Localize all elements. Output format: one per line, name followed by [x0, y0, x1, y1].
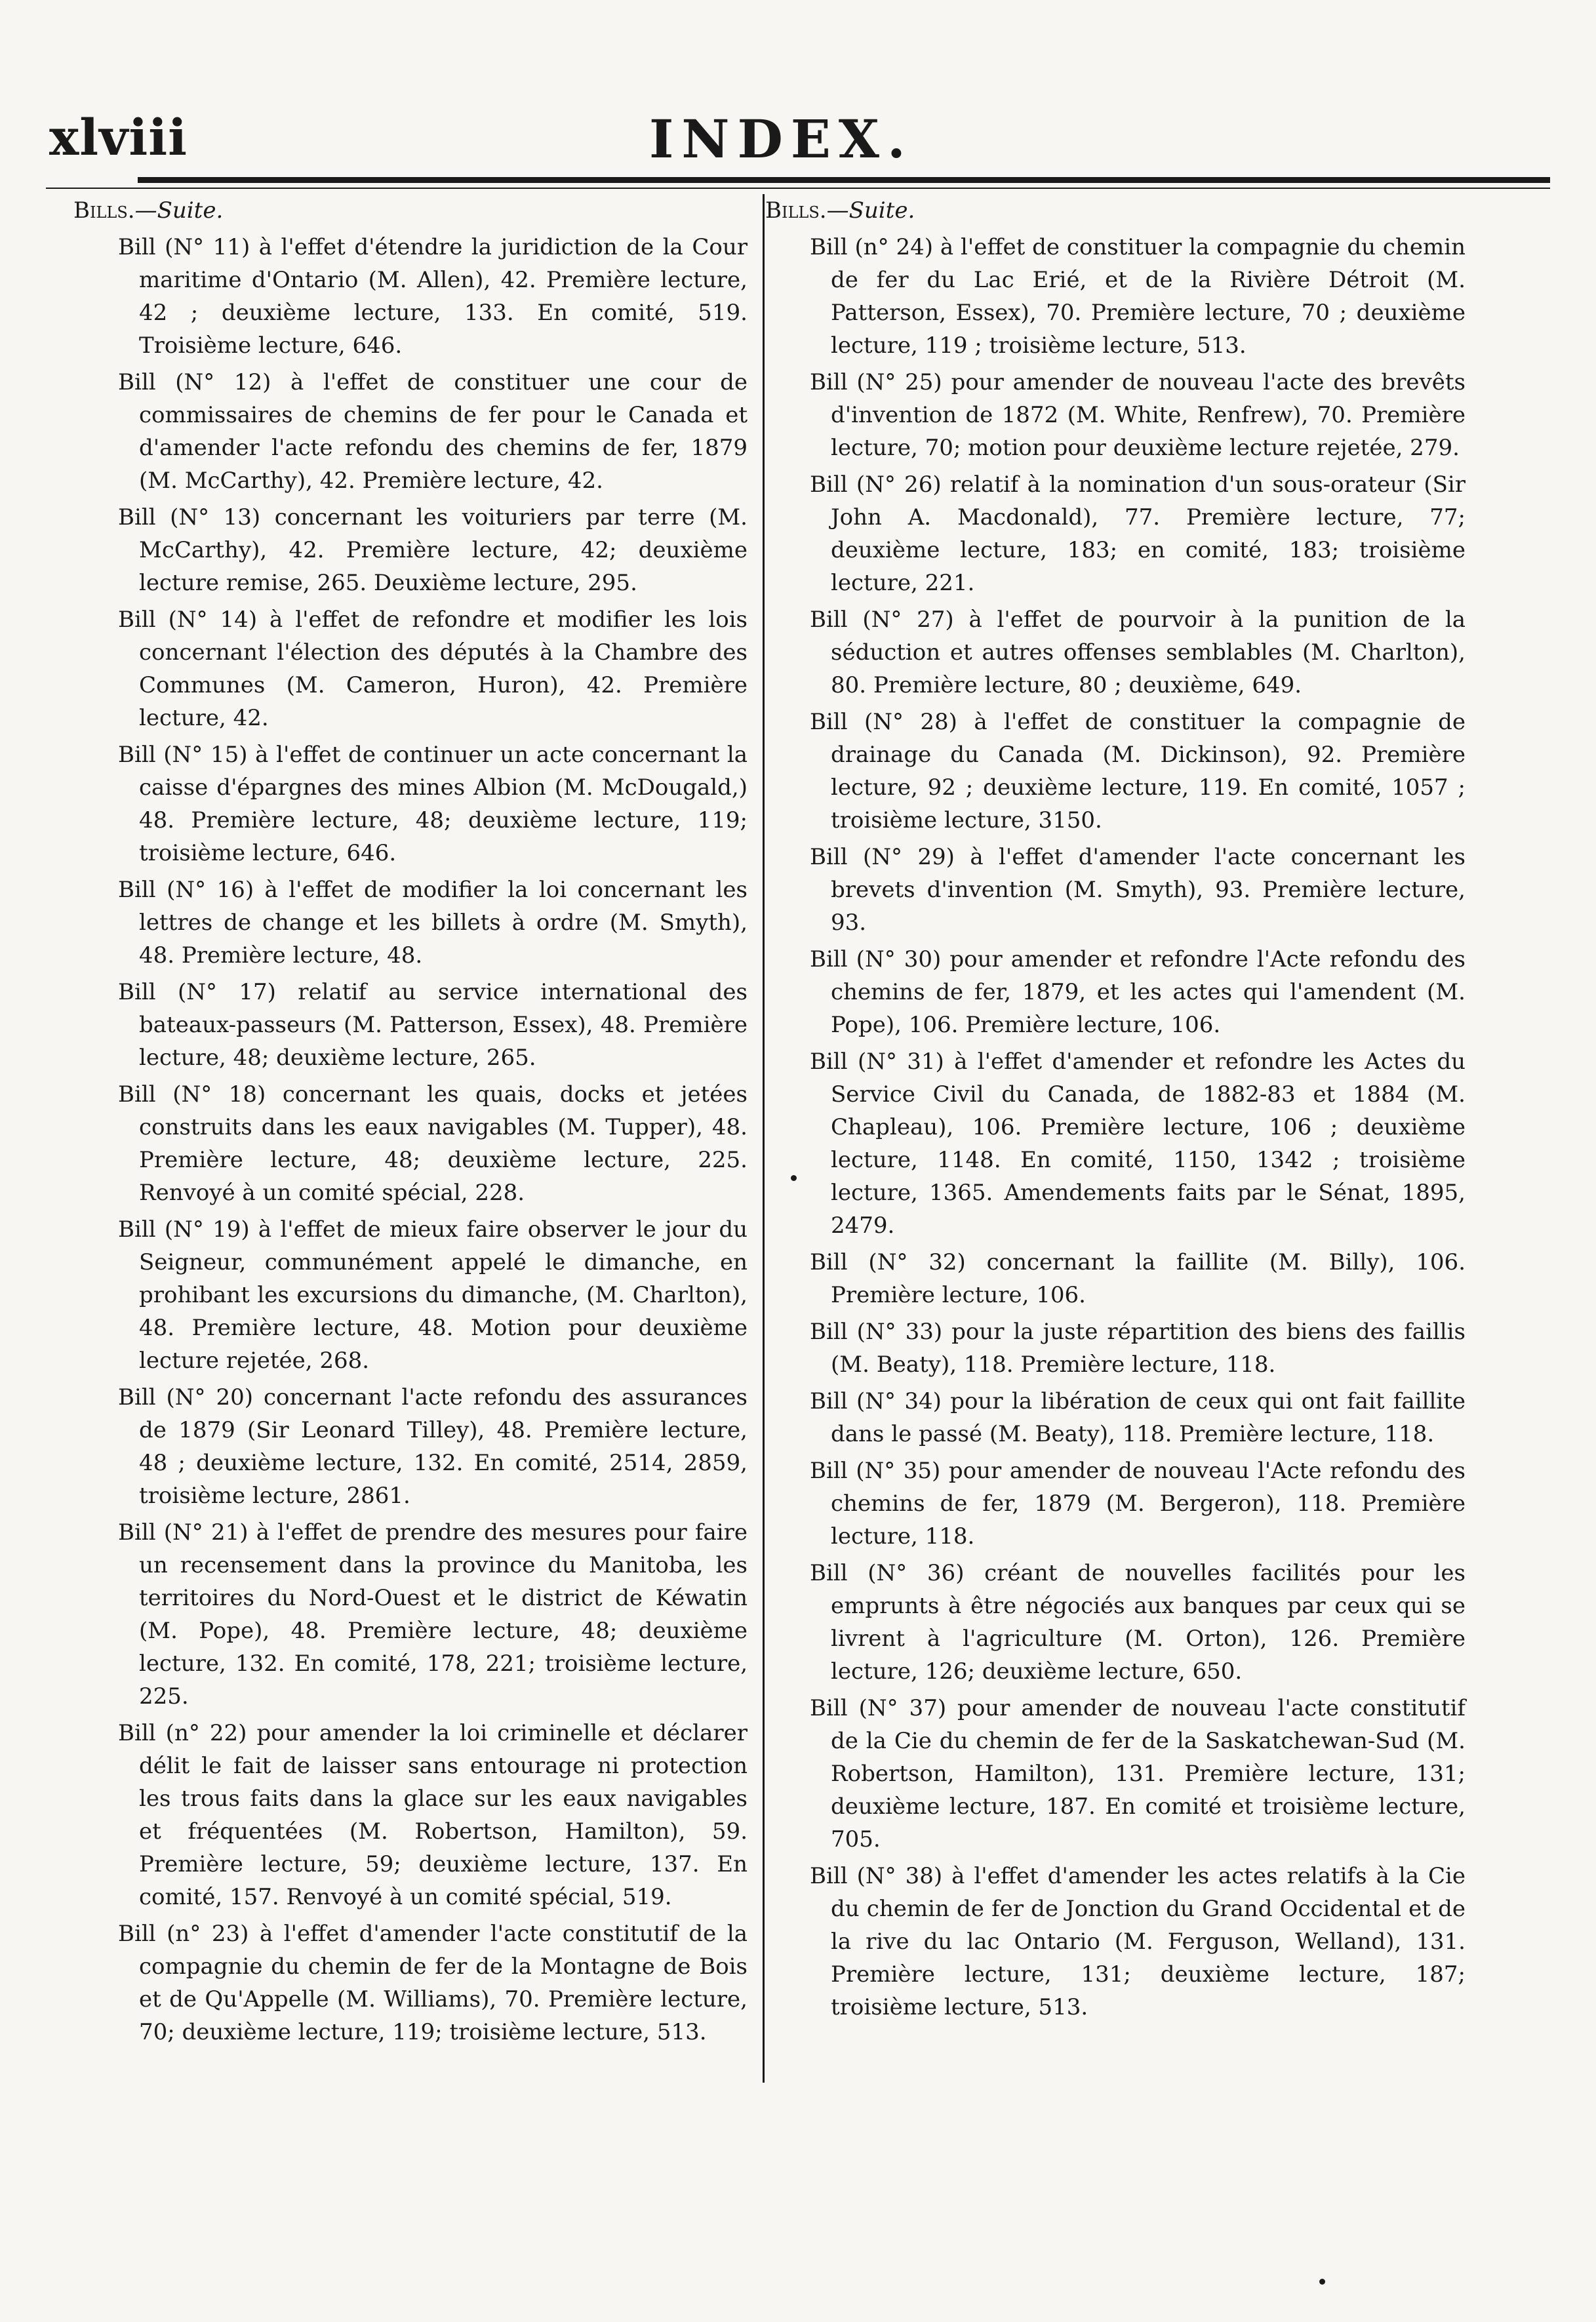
index-entry: Bill (N° 17) relatif au service international des bateaux-passeurs (M. Patterson, Essex), 48. Première lecture, 48; deuxième lecture, 265. — [118, 979, 748, 1071]
index-entry: Bill (n° 24) à l'effet de constituer la compagnie du chemin de fer du Lac Erié, et de la Rivière Détroit (M. Patterson, Essex), 70. Première lecture, 70 ; deuxième lecture, 119 ; troisième lecture, 513. — [810, 234, 1466, 359]
index-entry: Bill (N° 29) à l'effet d'amender l'acte concernant les brevets d'invention (M. Smyth), 93. Première lecture, 93. — [810, 844, 1466, 936]
index-entry: Bill (N° 20) concernant l'acte refondu des assurances de 1879 (Sir Leonard Tilley), 48. Première lecture, 48 ; deuxième lecture, 132. En comité, 2514, 2859, troisième lecture, 2861. — [118, 1384, 748, 1509]
index-entry: Bill (N° 38) à l'effet d'amender les actes relatifs à la Cie du chemin de fer de Jonction du Grand Occidental et de la rive du lac Ontario (M. Ferguson, Welland), 131. Première lecture, 131; deuxième lecture, 187; troisième lecture, 513. — [810, 1863, 1466, 2020]
header-rule-thin — [46, 188, 1550, 189]
section-head — [765, 194, 1466, 227]
index-entry: Bill (N° 26) relatif à la nomination d'un sous-orateur (Sir John A. Macdonald), 77. Première lecture, 77; deuxième lecture, 183; en comité, 183; troisième lecture, 221. — [810, 471, 1466, 596]
index-entry: Bill (N° 32) concernant la faillite (M. Billy), 106. Première lecture, 106. — [810, 1249, 1466, 1308]
index-entry: Bill (N° 28) à l'effet de constituer la compagnie de drainage du Canada (M. Dickinson), 92. Première lecture, 92 ; deuxième lecture, 119. En comité, 1057 ; troisième lecture, 3150. — [810, 709, 1466, 833]
index-entry: Bill (N° 30) pour amender et refondre l'Acte refondu des chemins de fer, 1879, et les actes qui l'amendent (M. Pope), 106. Première lecture, 106. — [810, 946, 1466, 1038]
index-entry: Bill (n° 22) pour amender la loi criminelle et déclarer délit le fait de laisser sans entourage ni protection les trous faits dans la glace sur les eaux navigables et fréquentées (M. Robertson, Hamilton), 59. Première lecture, 59; deuxième lecture, 137. En comité, 157. Renvoyé à un comité spécial, 519. — [118, 1720, 748, 1910]
index-entry: Bill (N° 15) à l'effet de continuer un acte concernant la caisse d'épargnes des mines Albion (M. McDougald,) 48. Première lecture, 48; deuxième lecture, 119; troisième lecture, 646. — [118, 742, 748, 866]
section-head-label: Bills. — [73, 197, 135, 224]
index-entry: Bill (N° 13) concernant les voituriers par terre (M. McCarthy), 42. Première lecture, 42; deuxième lecture remise, 265. Deuxième lecture, 295. — [118, 504, 748, 596]
index-entry: Bill (N° 16) à l'effet de modifier la loi concernant les lettres de change et les billets à ordre (M. Smyth), 48. Première lecture, 48. — [118, 877, 748, 969]
left-column — [73, 194, 748, 2052]
index-entry: Bill (N° 27) à l'effet de pourvoir à la punition de la séduction et autres offenses semblables (M. Charlton), 80. Première lecture, 80 ; deuxième, 649. — [810, 607, 1466, 698]
index-entry: Bill (N° 21) à l'effet de prendre des mesures pour faire un recensement dans la province du Manitoba, les territoires du Nord-Ouest et le district de Kéwatin (M. Pope), 48. Première lecture, 48; deuxième lecture, 132. En comité, 178, 221; troisième lecture, 225. — [118, 1519, 748, 1710]
index-entry: Bill (N° 12) à l'effet de constituer une cour de commissaires de chemins de fer pour le Canada et d'amender l'acte refondu des chemins de fer, 1879 (M. McCarthy), 42. Première lecture, 42. — [118, 369, 748, 494]
section-head-suffix: —Suite. — [134, 197, 224, 224]
right-column — [765, 194, 1466, 2028]
column-divider — [763, 194, 765, 2083]
page-title: INDEX. — [649, 108, 913, 170]
index-entry: Bill (N° 33) pour la juste répartition des biens des faillis (M. Beaty), 118. Première lecture, 118. — [810, 1319, 1466, 1378]
index-entry: Bill (N° 14) à l'effet de refondre et modifier les lois concernant l'élection des députés à la Chambre des Communes (M. Cameron, Huron), 42. Première lecture, 42. — [118, 607, 748, 731]
header-rule-thick — [138, 177, 1550, 183]
section-head-label: Bills. — [765, 197, 827, 224]
stray-mark — [1319, 2279, 1325, 2285]
index-entry: Bill (n° 23) à l'effet d'amender l'acte constitutif de la compagnie du chemin de fer de la Montagne de Bois et de Qu'Appelle (M. Williams), 70. Première lecture, 70; deuxième lecture, 119; troisième lecture, 513. — [118, 1921, 748, 2045]
section-head-suffix: —Suite. — [826, 197, 915, 224]
index-entry: Bill (N° 37) pour amender de nouveau l'acte constitutif de la Cie du chemin de fer de la Saskatchewan-Sud (M. Robertson, Hamilton), 131. Première lecture, 131; deuxième lecture, 187. En comité et troisième lecture, 705. — [810, 1695, 1466, 1852]
index-entry: Bill (N° 18) concernant les quais, docks et jetées construits dans les eaux navigables (M. Tupper), 48. Première lecture, 48; deuxième lecture, 225. Renvoyé à un comité spécial, 228. — [118, 1081, 748, 1206]
index-entry: Bill (N° 36) créant de nouvelles facilités pour les emprunts à être négociés aux banques par ceux qui se livrent à l'agriculture (M. Orton), 126. Première lecture, 126; deuxième lecture, 650. — [810, 1560, 1466, 1685]
index-entry: Bill (N° 34) pour la libération de ceux qui ont fait faillite dans le passé (M. Beaty), 118. Première lecture, 118. — [810, 1388, 1466, 1447]
index-entry: Bill (N° 31) à l'effet d'amender et refondre les Actes du Service Civil du Canada, de 1882-83 et 1884 (M. Chapleau), 106. Première lecture, 106 ; deuxième lecture, 1148. En comité, 1150, 1342 ; troisième lecture, 1365. Amendements faits par le Sénat, 1895, 2479. — [810, 1049, 1466, 1239]
index-entry: Bill (N° 11) à l'effet d'étendre la juridiction de la Cour maritime d'Ontario (M. Allen), 42. Première lecture, 42 ; deuxième lecture, 133. En comité, 519. Troisième lecture, 646. — [118, 234, 748, 359]
section-head — [73, 194, 748, 227]
index-entry: Bill (N° 25) pour amender de nouveau l'acte des brevêts d'invention de 1872 (M. White, Renfrew), 70. Première lecture, 70; motion pour deuxième lecture rejetée, 279. — [810, 369, 1466, 461]
stray-mark — [791, 1175, 797, 1181]
page-number: xlviii — [49, 108, 188, 167]
index-entry: Bill (N° 35) pour amender de nouveau l'Acte refondu des chemins de fer, 1879 (M. Bergeron), 118. Première lecture, 118. — [810, 1458, 1466, 1550]
index-entry: Bill (N° 19) à l'effet de mieux faire observer le jour du Seigneur, communément appelé le dimanche, en prohibant les excursions du dimanche, (M. Charlton), 48. Première lecture, 48. Motion pour deuxième lecture rejetée, 268. — [118, 1216, 748, 1374]
